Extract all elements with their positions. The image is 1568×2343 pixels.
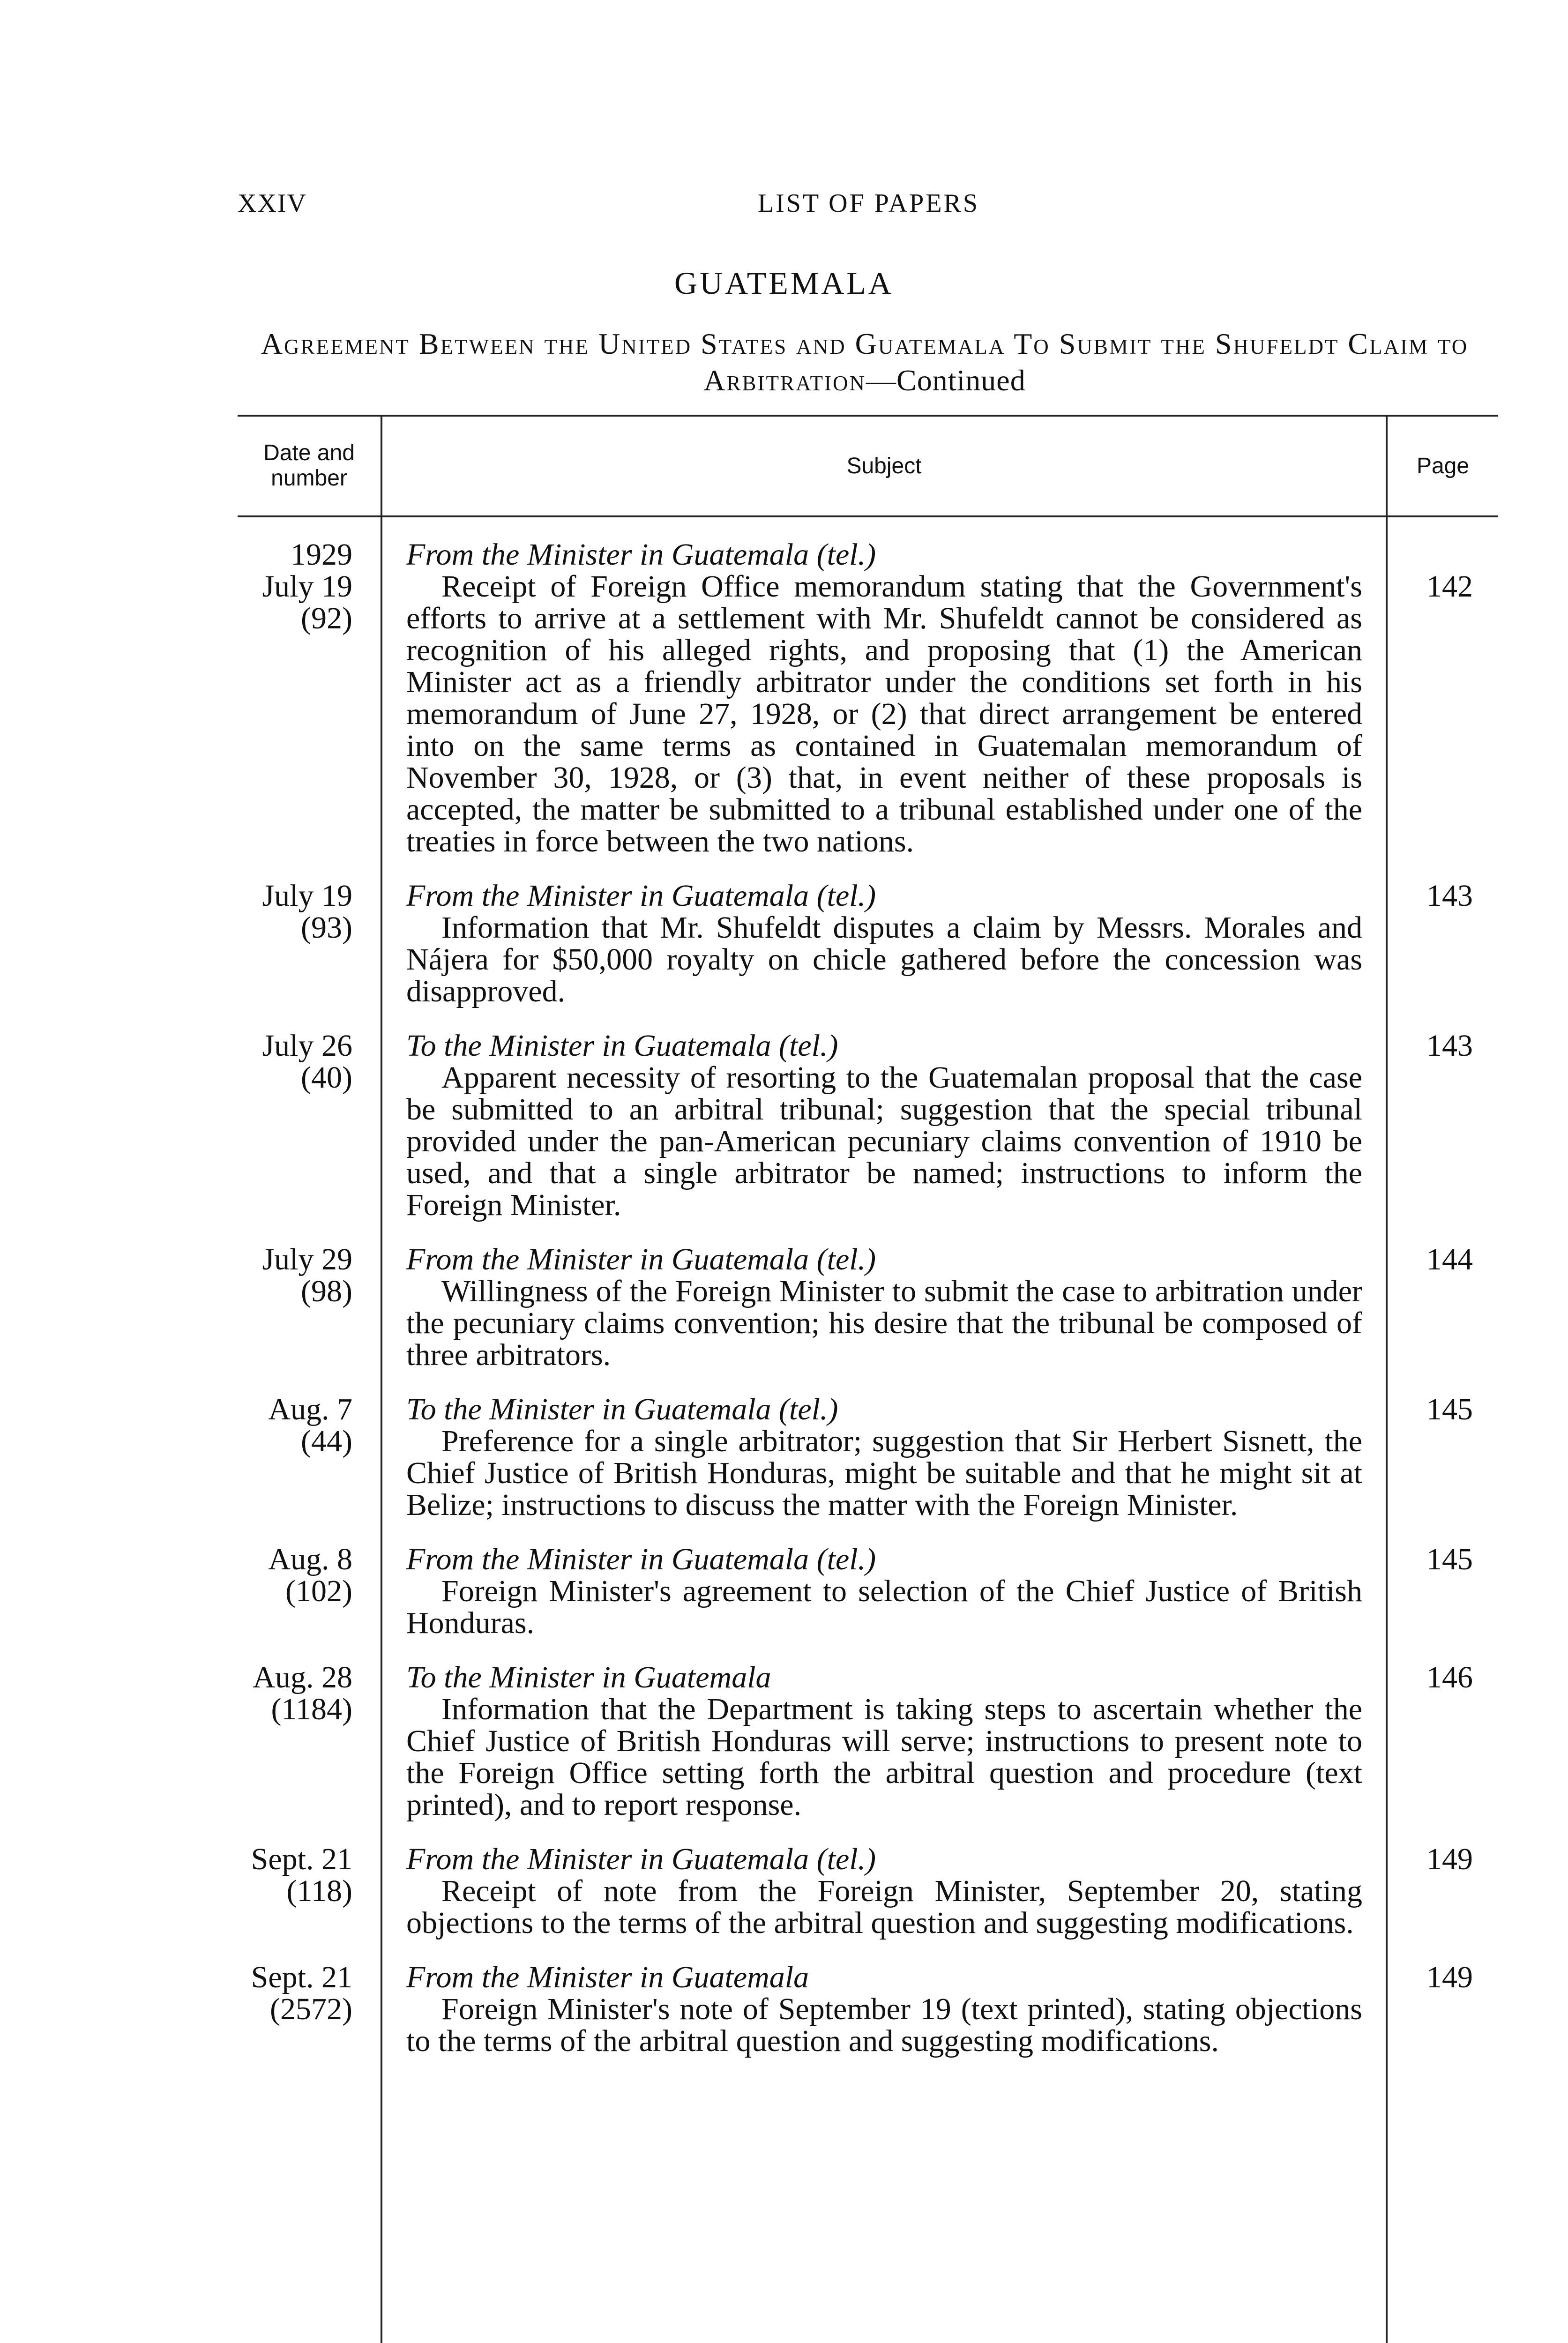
entry-page-number: 143: [1426, 1029, 1473, 1063]
column-header-page: Page: [1416, 454, 1470, 478]
running-head: [238, 188, 1500, 221]
entry-page-number: 149: [1426, 1842, 1473, 1876]
entry-number: (93): [301, 910, 352, 945]
table-header-rule: [238, 515, 1498, 517]
entry-date-text: Aug. 28: [253, 1660, 352, 1694]
entry-date: [238, 539, 381, 858]
entry-date: [238, 1544, 381, 1639]
entry-page-number: 145: [1426, 1542, 1473, 1576]
entry-subject: [381, 539, 1384, 858]
column-header-date: Date and number: [263, 440, 355, 491]
entry-number: (98): [301, 1274, 352, 1308]
entry-date: [238, 880, 381, 1007]
paper-entry: [238, 1843, 1498, 1939]
entry-year: 1929: [291, 537, 352, 572]
entry-page-spacer: [1384, 539, 1473, 571]
entry-number: (118): [286, 1874, 352, 1908]
entry-number: (102): [285, 1574, 352, 1608]
entry-number: (1184): [271, 1692, 352, 1726]
entry-sender: From the Minister in Guatemala (tel.): [406, 1242, 876, 1276]
entry-subject: [381, 1544, 1384, 1639]
entry-sender: From the Minister in Guatemala (tel.): [406, 537, 876, 572]
entry-page-number: 146: [1426, 1660, 1473, 1694]
entry-summary: Information that the Department is taking steps to ascertain whether the Chief Justice of British Honduras will serve; instructions to present note to the Foreign Office setting forth the arbitral question and procedure (text printed), and to report response.: [406, 1692, 1362, 1822]
entry-summary: Apparent necessity of resorting to the Guatemalan proposal that the case be submitted to an arbitral tribunal; suggestion that the special tribunal provided under the pan-American pecuniary claims convention of 1910 be used, and that a single arbitrator be named; instructions to inform the Foreign Minister.: [406, 1060, 1362, 1222]
column-header-subject: Subject: [846, 454, 922, 478]
entry-summary: Receipt of Foreign Office memorandum stating that the Government's efforts to arrive at a settlement with Mr. Shufeldt cannot be considered as recognition of his alleged rights, and proposing that (1) the American Minister act as a friendly arbitrator under the conditions set forth in his memorandum of June 27, 1928, or (2) that direct arrangement be entered into on the same terms as contained in Guatemalan memorandum of November 30, 1928, or (3) that, in event neither of these proposals is accepted, the matter be submitted to a tribunal established under one of the treaties in force between the two nations.: [406, 569, 1362, 858]
entry-sender: From the Minister in Guatemala (tel.): [406, 879, 876, 913]
entry-page-number: 149: [1426, 1960, 1473, 1994]
entry-subject: [381, 1030, 1384, 1221]
paper-entry: [238, 539, 1498, 858]
entry-date: [238, 1662, 381, 1821]
entry-subject: [381, 1244, 1384, 1371]
entry-date: [238, 1394, 381, 1521]
entry-number: (40): [301, 1060, 352, 1095]
entry-sender: To the Minister in Guatemala (tel.): [406, 1392, 838, 1426]
paper-entry: [238, 1962, 1498, 2057]
table-top-rule: [238, 415, 1498, 417]
entry-sender: To the Minister in Guatemala: [406, 1660, 771, 1694]
entry-sender: To the Minister in Guatemala (tel.): [406, 1029, 838, 1063]
entry-sender: From the Minister in Guatemala (tel.): [406, 1542, 876, 1576]
entry-summary: Willingness of the Foreign Minister to submit the case to arbitration under the pecuniary claims convention; his desire that the tribunal be composed of three arbitrators.: [406, 1274, 1362, 1372]
entry-subject: [381, 1843, 1384, 1939]
entry-date-text: July 19: [262, 569, 352, 604]
entry-subject: [381, 880, 1384, 1007]
paper-entry: [238, 1244, 1498, 1371]
paper-entry: [238, 1662, 1498, 1821]
entry-summary: Information that Mr. Shufeldt disputes a claim by Messrs. Morales and Nájera for $50,000 royalty on chicle gathered before the concession was disapproved.: [406, 910, 1362, 1008]
entry-date-text: July 19: [262, 879, 352, 913]
entry-sender: From the Minister in Guatemala (tel.): [406, 1842, 876, 1876]
entry-date: [238, 1843, 381, 1939]
entry-date-text: Aug. 7: [268, 1392, 352, 1426]
section-title: [220, 326, 1509, 399]
entry-date-text: Aug. 8: [268, 1542, 352, 1576]
paper-entry: [238, 1394, 1498, 1521]
entry-page-number: 145: [1426, 1392, 1473, 1426]
entry-date: [238, 1244, 381, 1371]
entry-page-number: 143: [1426, 879, 1473, 913]
entry-summary: Receipt of note from the Foreign Minister, September 20, stating objections to the terms of the arbitral question and suggesting modifications.: [406, 1874, 1362, 1940]
entry-sender: From the Minister in Guatemala: [406, 1960, 809, 1994]
entry-date-text: July 29: [262, 1242, 352, 1276]
entry-summary: Foreign Minister's note of September 19 (text printed), stating objections to the terms of the arbitral question and suggesting modifications.: [406, 1992, 1362, 2058]
papers-list: [238, 539, 1498, 2080]
entry-page: [1384, 539, 1473, 858]
entry-subject: [381, 1662, 1384, 1821]
entry-number: (92): [301, 601, 352, 635]
entry-subject: [381, 1962, 1384, 2057]
entry-summary: Foreign Minister's agreement to selection of the Chief Justice of British Honduras.: [406, 1574, 1362, 1640]
entry-date-text: Sept. 21: [251, 1842, 352, 1876]
entry-summary: Preference for a single arbitrator; suggestion that Sir Herbert Sisnett, the Chief Justice of British Honduras, might be suitable and that he might sit at Belize; instructions to discuss the matter with the Foreign Minister.: [406, 1424, 1362, 1522]
paper-entry: [238, 1030, 1498, 1221]
entry-date-text: Sept. 21: [251, 1960, 352, 1994]
page-folio: XXIV: [238, 189, 307, 218]
country-heading: GUATEMALA: [674, 265, 894, 301]
entry-date: [238, 1030, 381, 1221]
entry-date-text: July 26: [262, 1029, 352, 1063]
entry-date: [238, 1962, 381, 2057]
entry-number: (44): [301, 1424, 352, 1458]
running-title: LIST OF PAPERS: [757, 189, 980, 218]
section-title-text: Agreement Between the United States and Guatemala To Submit the Shufeldt Claim to Arbitration: [261, 327, 1469, 397]
entry-subject: [381, 1394, 1384, 1521]
entry-number: (2572): [270, 1992, 352, 2026]
entry-page-number: 144: [1426, 1242, 1473, 1276]
paper-entry: [238, 1544, 1498, 1639]
section-continued: —Continued: [866, 364, 1026, 397]
paper-entry: [238, 880, 1498, 1007]
entry-page-number: 142: [1426, 569, 1473, 604]
